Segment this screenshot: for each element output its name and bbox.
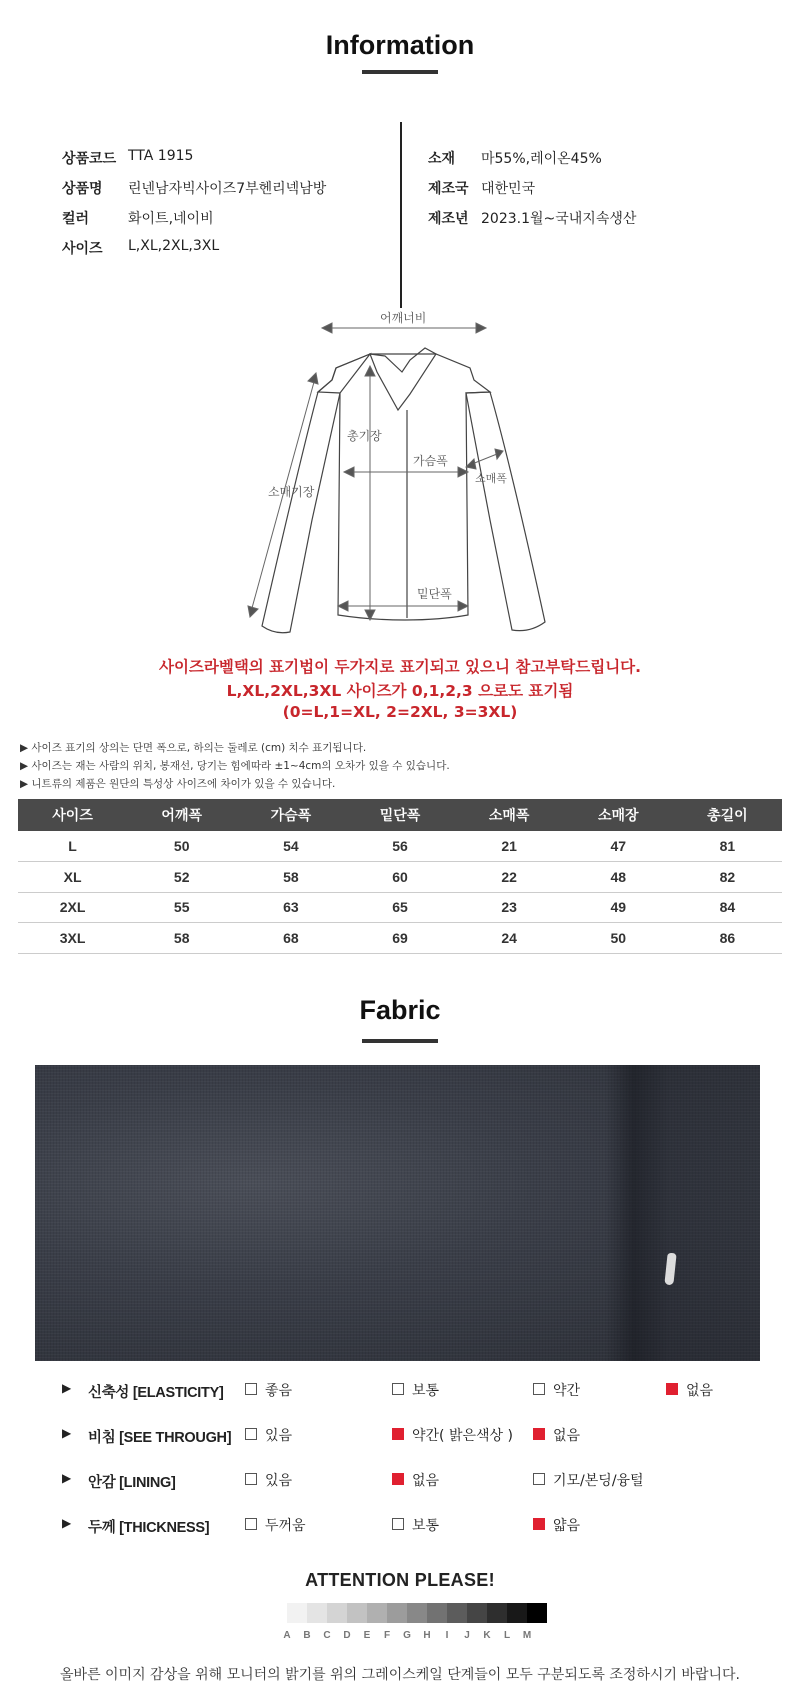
- table-cell: 3XL: [18, 923, 127, 954]
- color-value: 화이트,네이비: [128, 211, 214, 227]
- table-cell: 47: [564, 831, 673, 862]
- table-cell: 24: [455, 923, 564, 954]
- property-row-see-through: ▶ 비침 [SEE THROUGH] 있음 약간( 밝은색상 ) 없음: [62, 1426, 581, 1446]
- size-table: [18, 799, 782, 954]
- shirt-body-shape: [318, 354, 490, 620]
- grayscale-letter: C: [323, 1630, 331, 1641]
- checkbox-icon: [245, 1518, 257, 1530]
- grayscale-letter: H: [423, 1630, 431, 1641]
- country-label: 제조국: [428, 181, 469, 197]
- total-length-label: 총기장: [347, 429, 382, 443]
- grayscale-swatch: [487, 1603, 507, 1623]
- attention-message: 올바른 이미지 감상을 위해 모니터의 밝기를 위의 그레이스케일 단계들이 모두 구분되도록 조정하시기 바랍니다.: [60, 1667, 740, 1683]
- country-value: 대한민국: [481, 181, 536, 197]
- property-row-lining: ▶ 안감 [LINING] 있음 없음 기모/본딩/융털: [62, 1471, 644, 1491]
- product-name-value: 린넨남자빅사이즈7부헨리넥남방: [128, 181, 327, 197]
- hem-label: 밑단폭: [417, 587, 452, 601]
- collar-shape: [370, 348, 436, 410]
- size-label-notice-line2: L,XL,2XL,3XL 사이즈가 0,1,2,3 으로도 표기됨: [226, 682, 574, 700]
- product-name-label: 상품명: [62, 181, 103, 197]
- fabric-closeup-image: [35, 1065, 760, 1361]
- table-cell: 22: [455, 862, 564, 893]
- checked-box-icon: [392, 1428, 404, 1440]
- size-value: L,XL,2XL,3XL: [128, 238, 220, 254]
- grayscale-letter: D: [343, 1630, 351, 1641]
- material-value: 마55%,레이온45%: [481, 151, 602, 167]
- table-cell: 50: [564, 923, 673, 954]
- sleeve-width-label: 소매폭: [475, 472, 507, 485]
- sleeve-length-label: 소매기장: [268, 485, 315, 499]
- grayscale-swatch: [307, 1603, 327, 1623]
- table-cell: 2XL: [18, 892, 127, 923]
- checkbox-icon: [245, 1428, 257, 1440]
- grayscale-letter: A: [283, 1630, 291, 1641]
- table-cell: 48: [564, 862, 673, 893]
- table-cell: 86: [673, 923, 782, 954]
- info-divider: [400, 122, 402, 308]
- checked-box-icon: [392, 1473, 404, 1485]
- table-cell: L: [18, 831, 127, 862]
- grayscale-swatch: [427, 1603, 447, 1623]
- fabric-title: Fabric: [359, 995, 441, 1025]
- table-cell: 54: [236, 831, 345, 862]
- property-label: 안감 [LINING]: [88, 1475, 176, 1491]
- chest-label: 가슴폭: [413, 454, 448, 468]
- grayscale-letter: J: [464, 1630, 470, 1641]
- table-cell: 84: [673, 892, 782, 923]
- property-label: 두께 [THICKNESS]: [88, 1520, 210, 1536]
- grayscale-swatch: [447, 1603, 467, 1623]
- header-hem: 밑단폭: [345, 799, 454, 831]
- checked-box-icon: [533, 1428, 545, 1440]
- information-title: Information: [325, 30, 475, 60]
- size-label: 사이즈: [62, 241, 103, 257]
- header-shoulder: 어깨폭: [127, 799, 236, 831]
- grayscale-letter: G: [403, 1630, 411, 1641]
- table-row: [18, 892, 782, 923]
- header-size: 사이즈: [18, 799, 127, 831]
- grayscale-swatch: [467, 1603, 487, 1623]
- header-sleeve-width: 소매폭: [455, 799, 564, 831]
- table-cell: 21: [455, 831, 564, 862]
- grayscale-swatch: [407, 1603, 427, 1623]
- manufacture-year-label: 제조년: [428, 211, 469, 227]
- table-cell: 65: [345, 892, 454, 923]
- checkbox-icon: [392, 1383, 404, 1395]
- grayscale-letter: E: [363, 1630, 371, 1641]
- arrow-icon: ▶: [62, 1426, 72, 1440]
- table-cell: 23: [455, 892, 564, 923]
- manufacture-year-value: 2023.1월~국내지속생산: [481, 211, 637, 227]
- size-label-notice-line3: (0=L,1=XL, 2=2XL, 3=3XL): [282, 703, 518, 721]
- material-label: 소재: [428, 151, 456, 167]
- shoulder-label: 어깨너비: [380, 311, 427, 325]
- table-cell: 55: [127, 892, 236, 923]
- grayscale-letter: I: [445, 1630, 449, 1641]
- table-cell: 68: [236, 923, 345, 954]
- right-sleeve-shape: [466, 392, 545, 631]
- grayscale-swatch: [287, 1603, 307, 1623]
- grayscale-swatch: [367, 1603, 387, 1623]
- table-cell: 82: [673, 862, 782, 893]
- attention-title: ATTENTION PLEASE!: [305, 1570, 495, 1590]
- property-row-thickness: ▶ 두께 [THICKNESS] 두꺼움 보통 얇음: [62, 1516, 581, 1536]
- table-cell: 63: [236, 892, 345, 923]
- size-table-header-row: [18, 799, 782, 831]
- table-row: [18, 831, 782, 862]
- fabric-placket-shadow: [605, 1065, 760, 1361]
- fabric-title-bar: [362, 1039, 438, 1043]
- checkbox-icon: [533, 1473, 545, 1485]
- header-chest: 가슴폭: [236, 799, 345, 831]
- size-label-notice-line1: 사이즈라벨택의 표기법이 두가지로 표기되고 있으니 참고부탁드립니다.: [158, 658, 642, 676]
- checked-box-icon: [533, 1518, 545, 1530]
- table-row: [18, 923, 782, 954]
- color-label: 컬러: [62, 211, 90, 227]
- checked-box-icon: [666, 1383, 678, 1395]
- property-label: 신축성 [ELASTICITY]: [88, 1385, 224, 1401]
- grayscale-letter: K: [483, 1630, 491, 1641]
- grayscale-swatch: [327, 1603, 347, 1623]
- arrow-icon: ▶: [62, 1381, 72, 1395]
- size-note-2: ▶ 사이즈는 재는 사람의 위치, 봉재선, 당기는 힘에따라 ±1~4cm의 오차가 있을 수 있습니다.: [20, 760, 450, 772]
- table-cell: 60: [345, 862, 454, 893]
- checkbox-icon: [245, 1383, 257, 1395]
- table-cell: 58: [236, 862, 345, 893]
- property-label: 비침 [SEE THROUGH]: [88, 1430, 232, 1446]
- property-row-elasticity: ▶ 신축성 [ELASTICITY] 좋음 보통 약간 없음: [62, 1381, 714, 1401]
- grayscale-letter: F: [383, 1630, 391, 1641]
- grayscale-letter: M: [522, 1630, 532, 1641]
- table-cell: 81: [673, 831, 782, 862]
- table-cell: 58: [127, 923, 236, 954]
- grayscale-letter: L: [503, 1630, 511, 1641]
- shirt-measurement-diagram: [240, 305, 560, 640]
- grayscale-swatch: [507, 1603, 527, 1623]
- grayscale-letter: B: [303, 1630, 311, 1641]
- table-cell: 49: [564, 892, 673, 923]
- header-total-length: 총길이: [673, 799, 782, 831]
- arrow-icon: ▶: [62, 1471, 72, 1485]
- grayscale-swatch: [527, 1603, 547, 1623]
- grayscale-swatch: [387, 1603, 407, 1623]
- arrow-icon: ▶: [62, 1516, 72, 1530]
- table-row: [18, 862, 782, 893]
- size-note-1: ▶ 사이즈 표기의 상의는 단면 폭으로, 하의는 둘레로 (cm) 치수 표기됩니다.: [20, 742, 367, 754]
- table-cell: 56: [345, 831, 454, 862]
- product-code-value: TTA 1915: [128, 148, 194, 164]
- information-title-bar: [362, 70, 438, 74]
- table-cell: 50: [127, 831, 236, 862]
- table-cell: XL: [18, 862, 127, 893]
- header-sleeve-length: 소매장: [564, 799, 673, 831]
- size-note-3: ▶ 니트류의 제품은 원단의 특성상 사이즈에 차이가 있을 수 있습니다.: [20, 778, 336, 790]
- table-cell: 52: [127, 862, 236, 893]
- checkbox-icon: [392, 1518, 404, 1530]
- checkbox-icon: [245, 1473, 257, 1485]
- checkbox-icon: [533, 1383, 545, 1395]
- table-cell: 69: [345, 923, 454, 954]
- grayscale-swatch: [347, 1603, 367, 1623]
- product-code-label: 상품코드: [62, 151, 117, 167]
